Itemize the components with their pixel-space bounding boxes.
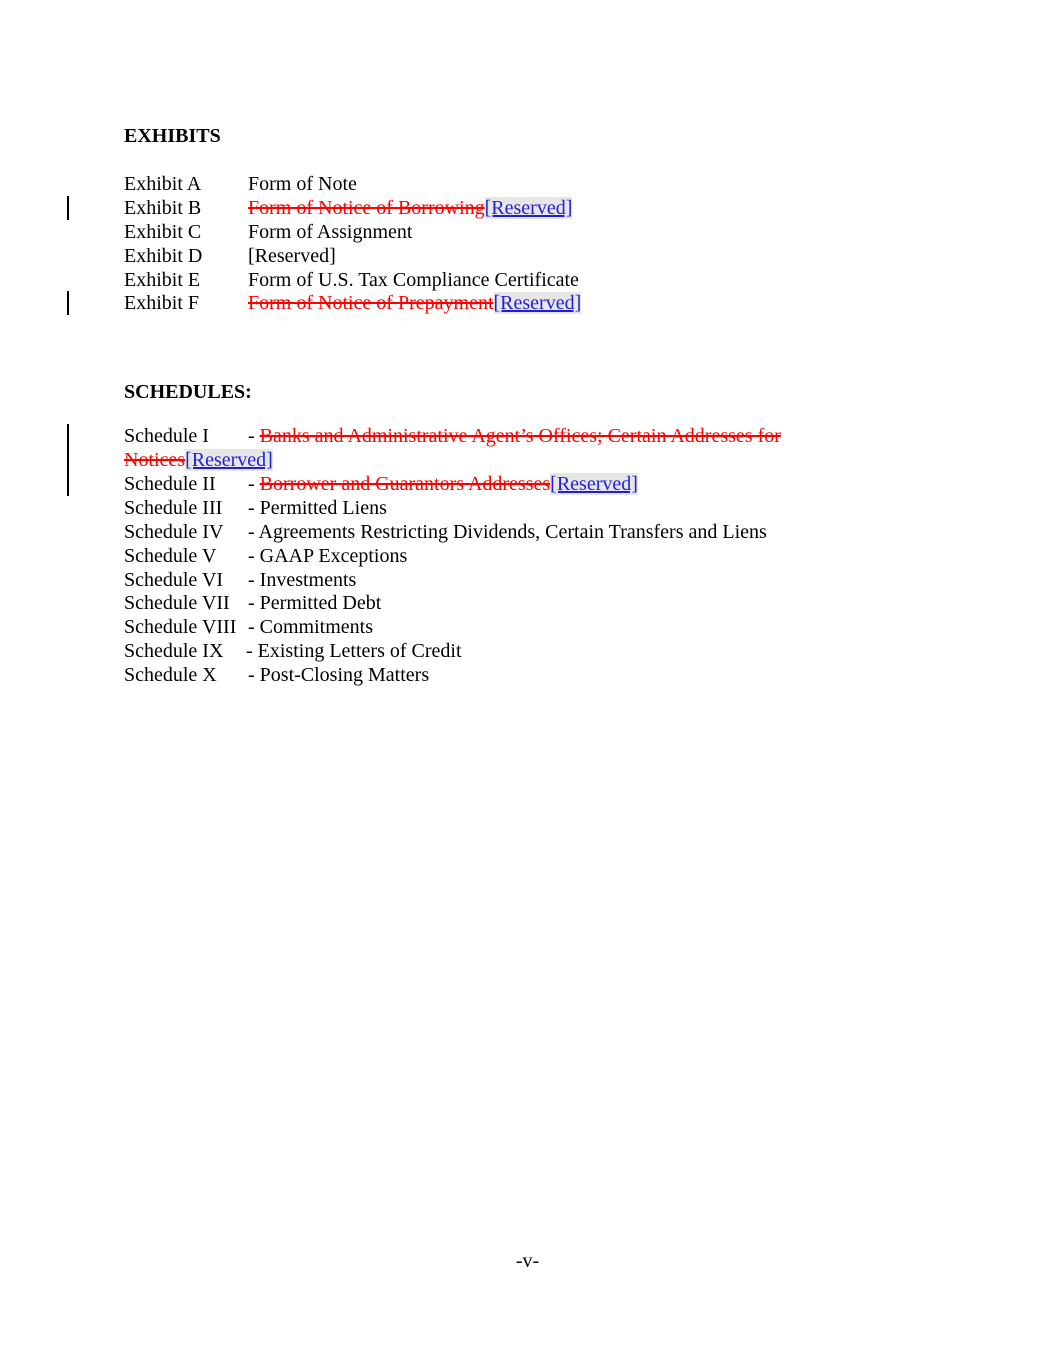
exhibit-description: Form of U.S. Tax Compliance Certificate [248,269,579,291]
schedule-label: Schedule III [124,497,223,519]
schedule-label: Schedule II [124,473,216,495]
deleted-text: Form of Notice of Prepayment [248,292,494,314]
inserted-text: [Reserved] [484,197,573,219]
schedule-label: Schedule VIII [124,616,237,638]
change-bar [67,291,69,315]
exhibit-label: Exhibit F [124,292,200,314]
schedule-label: Schedule I [124,425,209,447]
exhibits-heading: EXHIBITS [124,125,221,147]
exhibit-description: [Reserved] [248,245,336,267]
schedule-label: Schedule X [124,664,217,686]
schedule-description [248,472,638,496]
change-bar [67,424,69,496]
exhibit-description: Form of Assignment [248,221,413,243]
page-number: -v- [515,1250,540,1272]
deleted-text: Form of Notice of Borrowing [248,197,485,219]
schedule-description: - Existing Letters of Credit [246,640,462,662]
schedules-heading: SCHEDULES: [124,381,252,403]
schedule-description-continued [124,448,273,472]
schedule-description: - Commitments [248,616,373,638]
schedule-description: - Permitted Liens [248,497,387,519]
dash: - [248,425,260,447]
schedule-description: - GAAP Exceptions [248,545,408,567]
inserted-text: [Reserved] [493,292,582,314]
schedule-description: - Investments [248,569,357,591]
exhibit-label: Exhibit D [124,245,203,267]
exhibit-label: Exhibit E [124,269,201,291]
exhibit-label: Exhibit B [124,197,202,219]
exhibit-description [248,291,581,315]
schedule-description: - Permitted Debt [248,592,382,614]
inserted-text: [Reserved] [185,449,273,471]
deleted-text: Banks and Administrative Agent’s Offices; Certain Addresses for [259,425,781,447]
dash: - [248,473,260,495]
schedule-description: - Post-Closing Matters [248,664,430,686]
schedule-label: Schedule VII [124,592,230,614]
exhibit-description [248,196,572,220]
schedule-label: Schedule VI [124,569,224,591]
exhibit-label: Exhibit C [124,221,202,243]
exhibit-label: Exhibit A [124,173,202,195]
schedule-description: - Agreements Restricting Dividends, Certain Transfers and Liens [248,521,767,543]
change-bar [67,196,69,220]
inserted-text: [Reserved] [550,473,638,495]
schedule-label: Schedule IX [124,640,224,662]
deleted-text: Notices [124,449,186,471]
schedule-description [248,424,781,448]
deleted-text: Borrower and Guarantors Addresses [259,473,551,495]
schedule-label: Schedule IV [124,521,224,543]
exhibit-description: Form of Note [248,173,357,195]
schedule-label: Schedule V [124,545,217,567]
